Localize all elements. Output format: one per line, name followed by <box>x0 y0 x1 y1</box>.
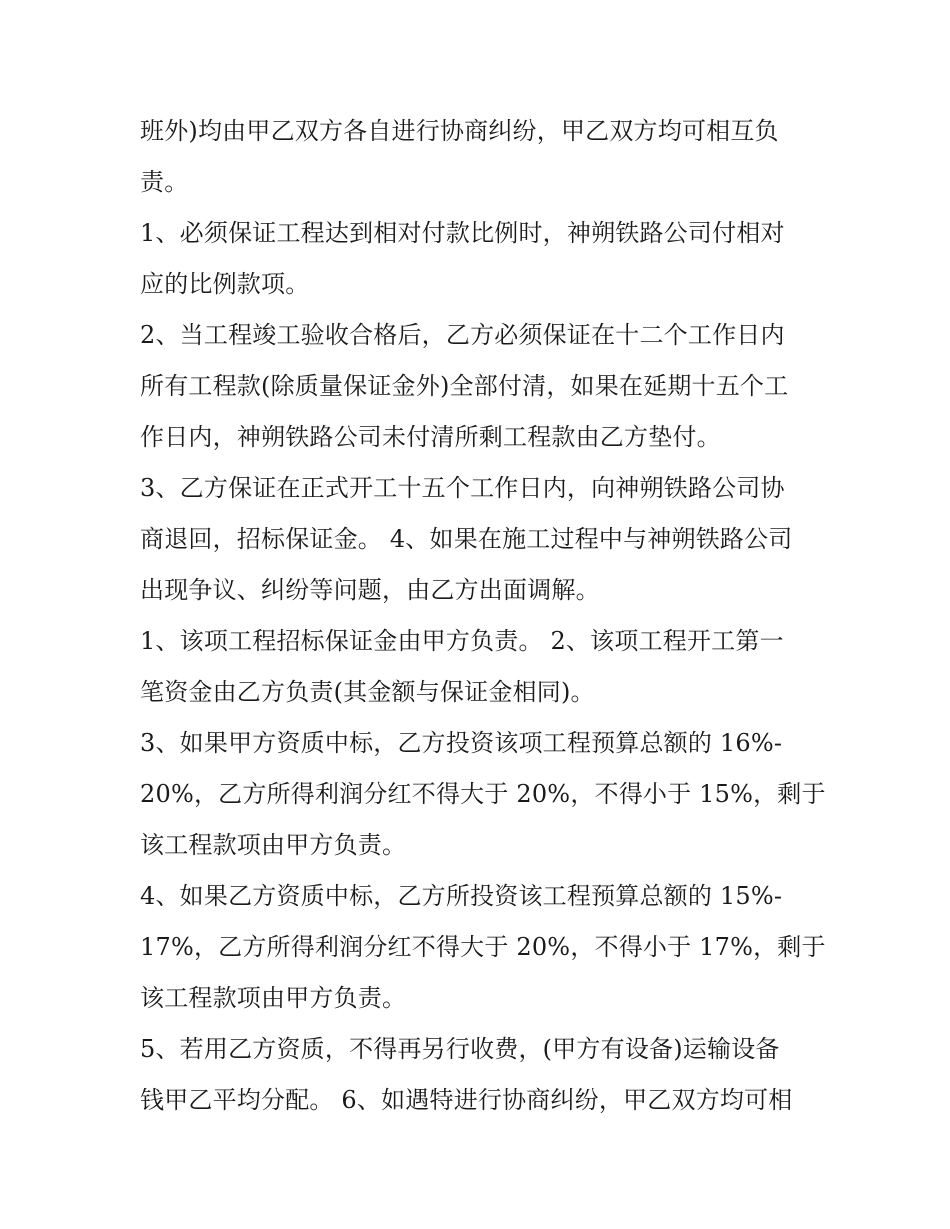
text-line: 笔资金由乙方负责(其金额与保证金相同)。 <box>140 678 595 706</box>
text-line: 该工程款项由甲方负责。 <box>140 984 407 1012</box>
text-line: 作日内，神朔铁路公司未付清所剩工程款由乙方垫付。 <box>140 423 721 451</box>
text-line: 5、若用乙方资质，不得再另行收费，(甲方有设备)运输设备 <box>140 1035 780 1063</box>
text-line: 出现争议、纠纷等问题，由乙方出面调解。 <box>140 576 600 604</box>
text-line: 所有工程款(除质量保证金外)全部付清，如果在延期十五个工 <box>140 372 789 400</box>
text-line: 1、该项工程招标保证金由甲方负责。 2、该项工程开工第一 <box>140 627 784 655</box>
text-line: 1、必须保证工程达到相对付款比例时，神朔铁路公司付相对 <box>140 219 785 247</box>
text-line: 17%，乙方所得利润分红不得大于 20%，不得小于 17%，剩于 <box>140 933 826 961</box>
text-line: 钱甲乙平均分配。 6、如遇特进行协商纠纷，甲乙双方均可相 <box>140 1086 793 1114</box>
text-line: 3、乙方保证在正式开工十五个工作日内，向神朔铁路公司协 <box>140 474 785 502</box>
text-line: 2、当工程竣工验收合格后，乙方必须保证在十二个工作日内 <box>140 321 785 349</box>
text-line: 3、如果甲方资质中标，乙方投资该项工程预算总额的 16%- <box>140 729 783 757</box>
text-line: 商退回，招标保证金。 4、如果在施工过程中与神朔铁路公司 <box>140 525 793 553</box>
text-line: 该工程款项由甲方负责。 <box>140 831 407 859</box>
text-line: 班外)均由甲乙双方各自进行协商纠纷，甲乙双方均可相互负 <box>140 117 779 145</box>
text-line: 4、如果乙方资质中标，乙方所投资该工程预算总额的 15%- <box>140 882 783 910</box>
text-line: 应的比例款项。 <box>140 270 310 298</box>
text-line: 20%，乙方所得利润分红不得大于 20%，不得小于 15%，剩于 <box>140 780 826 808</box>
text-line: 责。 <box>140 168 189 196</box>
document-body <box>140 106 826 1126</box>
